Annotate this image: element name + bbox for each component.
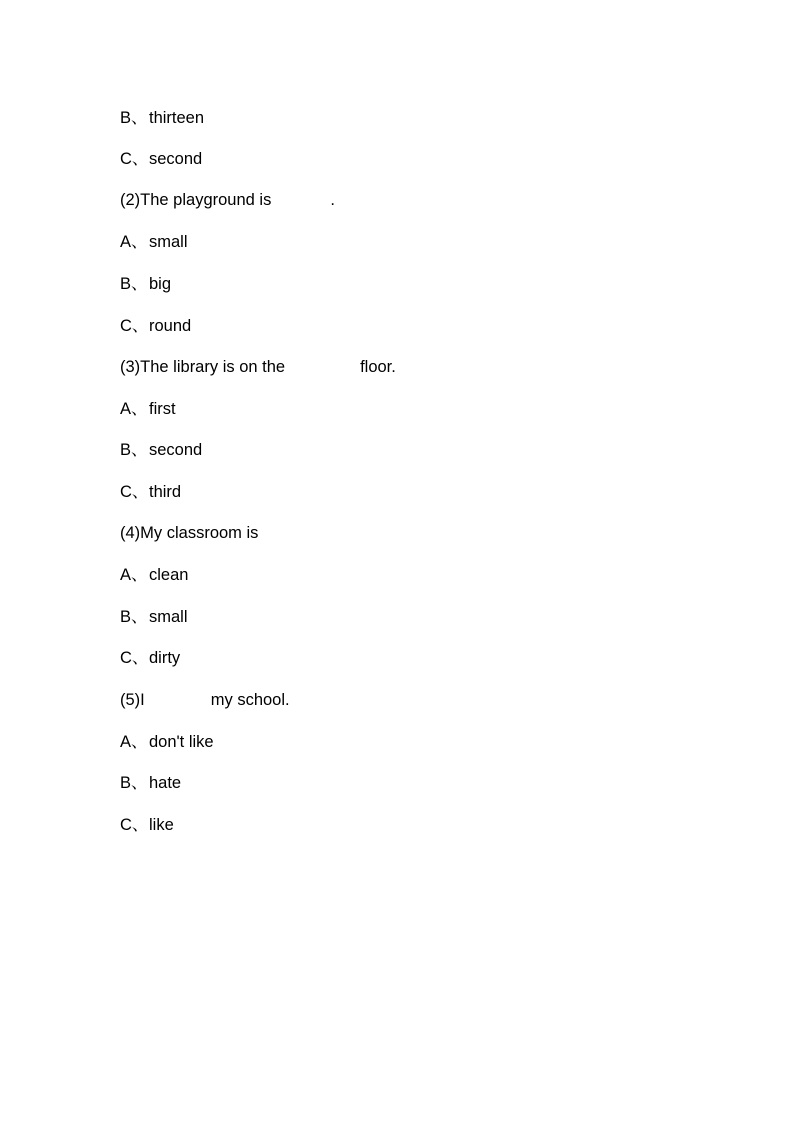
question-text: (2)The playground is: [120, 191, 272, 209]
q1-option-c: [120, 149, 202, 169]
option-text: dirty: [149, 649, 181, 667]
option-text: clean: [149, 566, 189, 584]
option-text: second: [149, 150, 203, 168]
option-marker: B、: [120, 109, 148, 127]
option-marker: C、: [120, 816, 149, 834]
option-text: second: [149, 441, 203, 459]
question-text-end: .: [330, 191, 335, 209]
option-marker: A、: [120, 733, 148, 751]
option-marker: A、: [120, 400, 148, 418]
q3-option-c: [120, 482, 181, 502]
q2-option-a: [120, 232, 188, 252]
option-text: like: [149, 816, 174, 834]
question-text-end: my school.: [210, 691, 290, 709]
option-marker: B、: [120, 275, 148, 293]
q5-option-c: [120, 815, 174, 835]
q2-option-b: [120, 274, 171, 294]
option-marker: B、: [120, 608, 148, 626]
option-text: small: [149, 233, 188, 251]
option-marker: B、: [120, 774, 148, 792]
question-2: [120, 190, 335, 210]
question-4: [120, 523, 258, 543]
q4-option-c: [120, 648, 180, 668]
q3-option-b: [120, 440, 202, 460]
option-marker: C、: [120, 317, 149, 335]
option-marker: A、: [120, 566, 148, 584]
option-text: thirteen: [149, 109, 205, 127]
q4-option-a: [120, 565, 188, 585]
q1-option-b: [120, 108, 204, 128]
option-marker: C、: [120, 483, 149, 501]
option-text: small: [149, 608, 188, 626]
option-marker: B、: [120, 441, 148, 459]
q5-option-b: [120, 773, 181, 793]
option-text: third: [149, 483, 182, 501]
option-text: big: [149, 275, 172, 293]
question-text-end: floor.: [360, 358, 396, 376]
option-marker: C、: [120, 649, 149, 667]
option-text: don't like: [149, 733, 214, 751]
question-5: [120, 690, 290, 710]
option-marker: C、: [120, 150, 149, 168]
q5-option-a: [120, 732, 214, 752]
option-text: hate: [149, 774, 182, 792]
question-text: (3)The library is on the: [120, 358, 286, 376]
option-text: round: [149, 317, 192, 335]
option-text: first: [149, 400, 176, 418]
question-text: (4)My classroom is: [120, 524, 259, 542]
q4-option-b: [120, 607, 188, 627]
question-3: [120, 357, 396, 377]
q2-option-c: [120, 316, 191, 336]
q3-option-a: [120, 399, 176, 419]
option-marker: A、: [120, 233, 148, 251]
question-text: (5)I: [120, 691, 145, 709]
